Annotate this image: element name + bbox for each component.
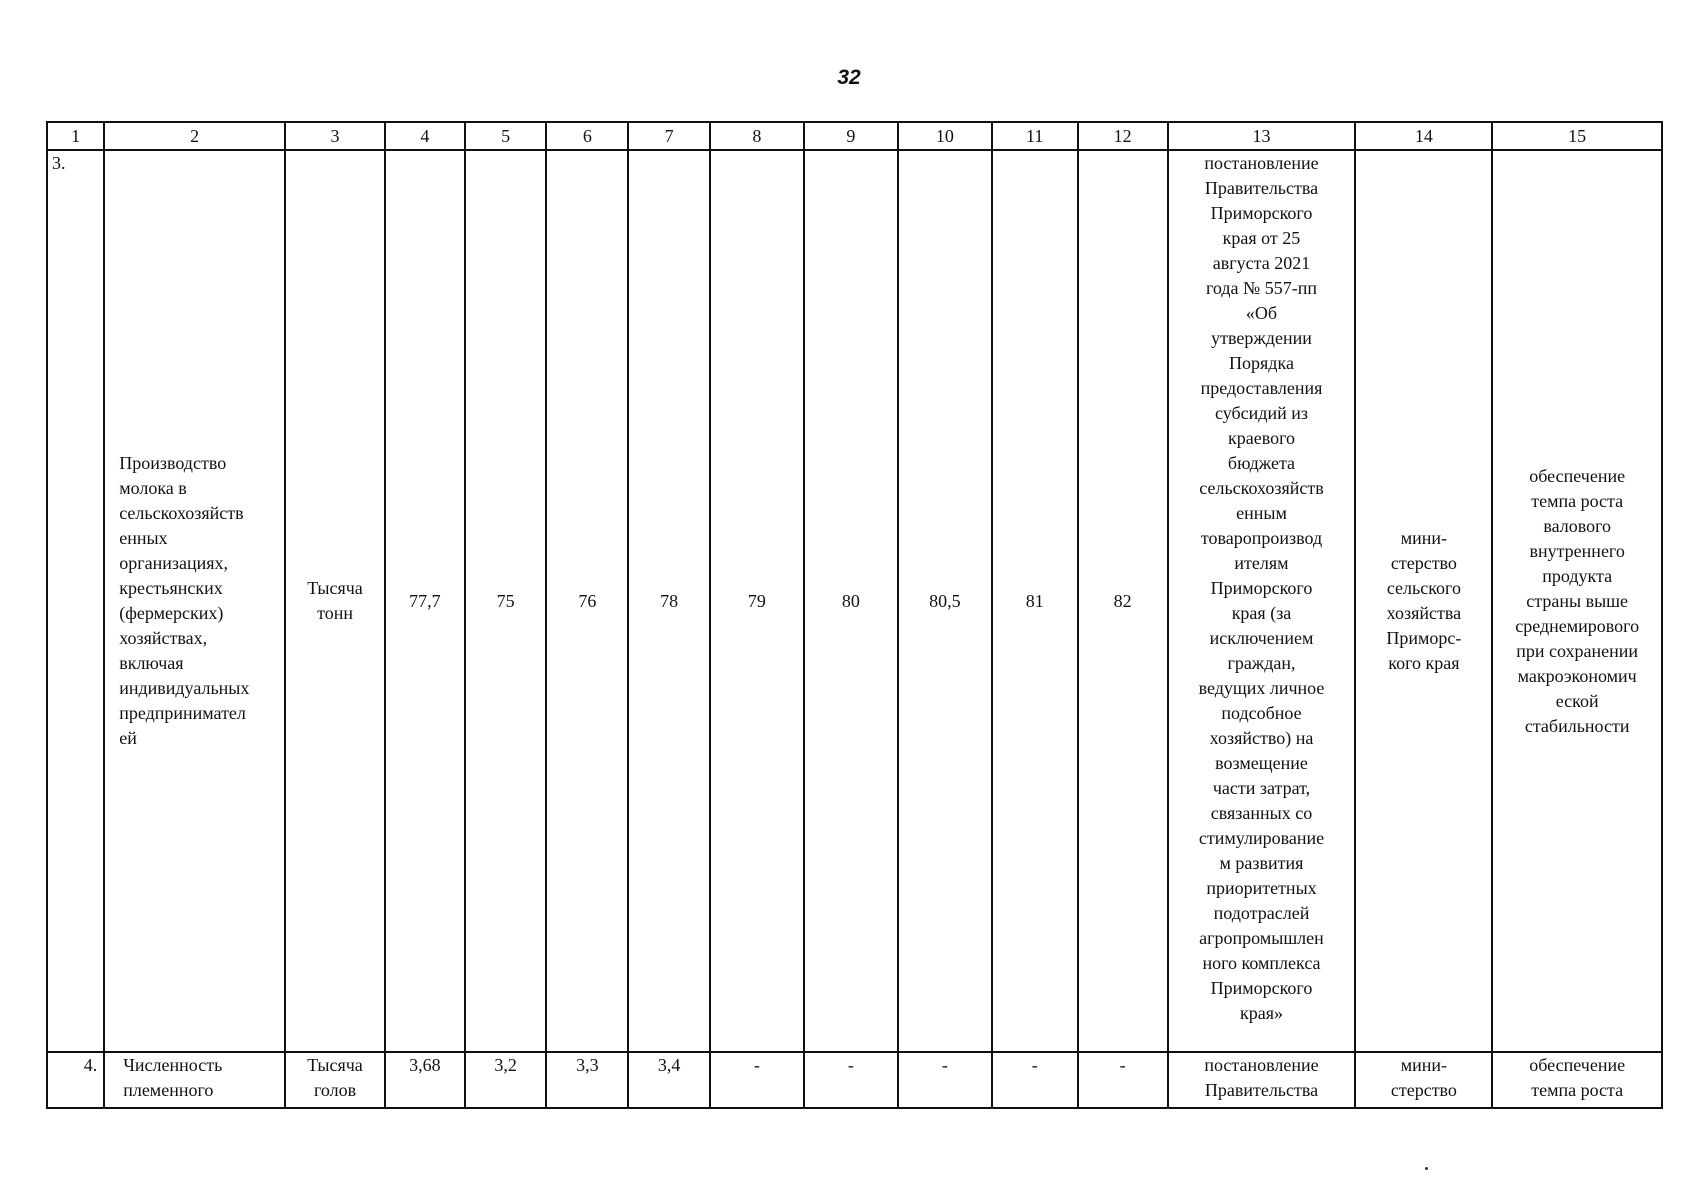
value-cell: 81	[992, 150, 1078, 1052]
legal-act-cell	[1168, 1052, 1356, 1108]
header-cell: 9	[804, 122, 898, 150]
legal-act-cell: постановление Правительства Приморского края от 25 августа 2021 года № 557-пп «Об утверждении Порядка предоставления субсидий из краевого бюджета сельскохозяйств енным товаропроизвод ителям Приморского края (за исключением граждан, ведущих личное подсобное хозяйство) на возмещение части затрат, связанных со стимулирование м развития приоритетных подотраслей агропромышлен ного комплекса Приморского края»	[1168, 150, 1356, 1052]
value-cell	[546, 1052, 628, 1108]
cell-text: -	[753, 1055, 760, 1075]
header-cell: 12	[1078, 122, 1168, 150]
value-cell	[385, 1052, 465, 1108]
scan-speck	[1425, 1167, 1428, 1170]
responsible-ministry-cell	[1355, 1052, 1492, 1108]
value-cell	[710, 1052, 804, 1108]
header-cell: 10	[898, 122, 992, 150]
national-goal-cell: обеспечение темпа роста валового внутреннего продукта страны выше среднемирового при сохранении макроэкономич еской стабильности	[1492, 150, 1662, 1052]
value-cell	[992, 1052, 1078, 1108]
header-cell: 4	[385, 122, 465, 150]
indicator-name-cell: Производство молока в сельскохозяйств енных организациях, крестьянских (фермерских) хозяйствах, включая индивидуальных предпринимател ей	[104, 150, 285, 1052]
header-cell: 7	[628, 122, 710, 150]
cell-text: 4.	[83, 1055, 98, 1075]
cell-text: обеспечение темпа роста	[1529, 1055, 1626, 1100]
header-cell: 1	[47, 122, 104, 150]
unit-cell	[285, 1052, 385, 1108]
cell-text: -	[1119, 1055, 1126, 1075]
header-cell: 8	[710, 122, 804, 150]
cell-text: Численность племенного	[123, 1055, 223, 1100]
indicator-name-cell	[104, 1052, 285, 1108]
national-goal-cell	[1492, 1052, 1662, 1108]
header-cell: 13	[1168, 122, 1356, 150]
value-cell: 78	[628, 150, 710, 1052]
page-number: 32	[837, 66, 861, 89]
cell-text: -	[1031, 1055, 1038, 1075]
header-cell: 3	[285, 122, 385, 150]
value-cell	[465, 1052, 547, 1108]
table-header-row	[47, 122, 1662, 150]
value-cell: 79	[710, 150, 804, 1052]
cell-text: Тысяча голов	[307, 1055, 363, 1100]
unit-cell: Тысяча тонн	[285, 150, 385, 1052]
cell-text: 3,2	[494, 1055, 517, 1075]
cell-text: -	[941, 1055, 948, 1075]
header-cell: 14	[1355, 122, 1492, 150]
value-cell	[804, 1052, 898, 1108]
header-cell: 5	[465, 122, 547, 150]
header-cell: 15	[1492, 122, 1662, 150]
header-cell: 6	[546, 122, 628, 150]
responsible-ministry-cell: мини- стерство сельского хозяйства Приморс- кого края	[1355, 150, 1492, 1052]
cell-text: 3,4	[657, 1055, 681, 1075]
table-row	[47, 150, 1662, 1052]
cell-text: 3,3	[576, 1055, 599, 1075]
value-cell: 75	[465, 150, 547, 1052]
header-cell: 2	[104, 122, 285, 150]
indicators-table	[46, 121, 1663, 1109]
value-cell	[628, 1052, 710, 1108]
cell-text: постановление Правительства	[1204, 1055, 1319, 1100]
value-cell: 80,5	[898, 150, 992, 1052]
row-number-cell: 3.	[47, 150, 104, 1052]
row-number-cell	[47, 1052, 104, 1108]
value-cell: 76	[546, 150, 628, 1052]
cell-text: 3,68	[409, 1055, 441, 1075]
table-row	[47, 1052, 1662, 1108]
cell-text: -	[847, 1055, 854, 1075]
header-cell: 11	[992, 122, 1078, 150]
cell-text: мини- стерство	[1390, 1055, 1457, 1100]
value-cell: 77,7	[385, 150, 465, 1052]
value-cell	[1078, 1052, 1168, 1108]
value-cell: 80	[804, 150, 898, 1052]
value-cell	[898, 1052, 992, 1108]
value-cell: 82	[1078, 150, 1168, 1052]
